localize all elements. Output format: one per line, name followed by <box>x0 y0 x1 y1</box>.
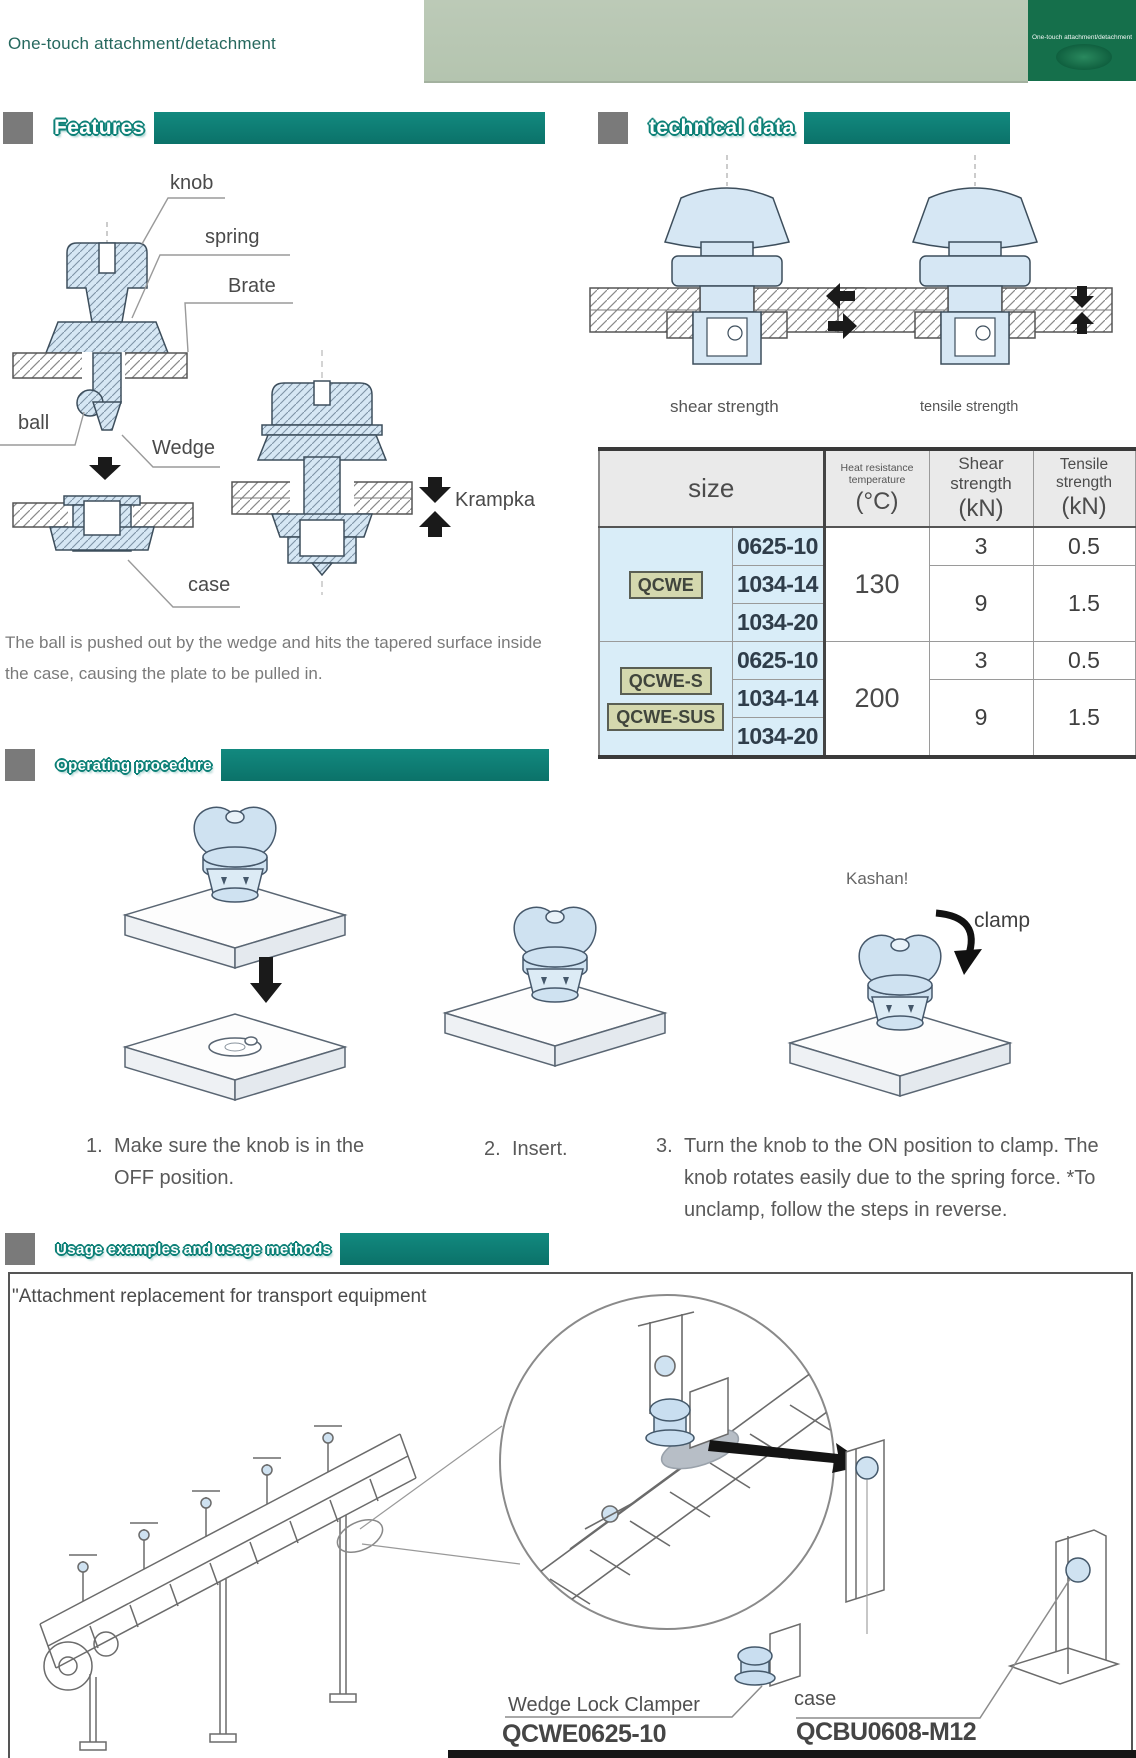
size-cell: 1034-20 <box>732 604 824 642</box>
label-knob: knob <box>170 172 214 194</box>
shear-cell: 3 <box>929 527 1033 566</box>
technical-section-title: technical data <box>640 112 804 144</box>
operating-section-banner <box>5 749 549 781</box>
table-row <box>599 642 1135 680</box>
size-cell: 1034-14 <box>732 680 824 718</box>
tensile-cell: 1.5 <box>1033 566 1135 642</box>
step2-drawing <box>445 907 665 1066</box>
header-badge-text: One-touch attachment/detachment <box>1031 34 1133 41</box>
labeled-clamper-drawing <box>735 1624 800 1686</box>
header-product-photo <box>1056 44 1112 70</box>
callout-line <box>360 1426 502 1529</box>
step-number: 3. <box>656 1135 673 1157</box>
down-arrow-icon <box>250 957 282 1003</box>
step-text: Make sure the knob is in the OFF position. <box>114 1135 365 1189</box>
col-header-shear <box>929 449 1033 527</box>
temp-header-label: Heat resistance temperature <box>840 461 914 486</box>
step1-caption <box>86 1130 396 1194</box>
label-case-code: QCBU0608-M12 <box>796 1718 977 1746</box>
label-clamp: clamp <box>974 909 1031 932</box>
tensile-cell: 0.5 <box>1033 642 1135 680</box>
step3-drawing <box>790 913 1010 1096</box>
technical-section-banner <box>598 112 1010 144</box>
label-kashan-sound: Kashan! <box>846 869 909 888</box>
shear-cell: 9 <box>929 680 1033 758</box>
table-row <box>599 527 1135 566</box>
tensile-header-unit: (kN) <box>1061 493 1107 520</box>
label-case: case <box>188 574 231 596</box>
label-wedge-lock-clamper: Wedge Lock Clamper <box>508 1694 700 1716</box>
col-header-temp <box>824 449 929 527</box>
label-clamper-code: QCWE0625-10 <box>502 1720 667 1748</box>
header-photo-badge <box>1028 0 1136 81</box>
banner-gray-square <box>598 112 628 144</box>
usage-example-drawing <box>10 1274 1132 1756</box>
features-cross-section-diagram <box>0 140 560 612</box>
operating-steps-diagram <box>100 785 1020 1105</box>
technical-data-table <box>598 447 1136 759</box>
shear-cell: 3 <box>929 642 1033 680</box>
series-cell <box>599 642 732 758</box>
banner-gray-square <box>5 749 35 781</box>
features-section-title: Features <box>45 112 154 144</box>
step-text: Insert. <box>512 1138 568 1160</box>
step1-drawing <box>125 807 345 1100</box>
temp-cell: 200 <box>824 642 929 758</box>
label-spring: spring <box>205 226 260 248</box>
up-arrow-icon <box>419 511 451 537</box>
shear-header-unit: (kN) <box>958 495 1004 522</box>
tensile-strength-caption: tensile strength <box>920 399 1019 415</box>
col-header-tensile <box>1033 449 1135 527</box>
col-header-size: size <box>599 449 824 527</box>
usage-caption: "Attachment replacement for transport equipment <box>12 1286 427 1307</box>
photo-bottom-strip <box>448 1750 1136 1758</box>
label-usage-case: case <box>794 1688 837 1710</box>
callout-line <box>362 1544 520 1564</box>
conveyor-posts <box>69 1426 342 1601</box>
operating-section-title: Operating procedure <box>47 749 221 781</box>
down-arrow-icon <box>89 457 121 480</box>
step-text: Turn the knob to the ON position to clamp. The knob rotates easily due to the spring force. *To unclamp, follow the steps in reverse. <box>684 1135 1099 1221</box>
banner-teal-bar <box>804 112 1010 144</box>
size-cell: 0625-10 <box>732 642 824 680</box>
shear-strength-caption: shear strength <box>670 397 779 416</box>
series-cell <box>599 527 732 642</box>
usage-section-banner <box>5 1233 549 1265</box>
header-banner <box>424 0 1028 83</box>
usage-section-title: Usage examples and usage methods <box>47 1233 340 1265</box>
down-arrow-icon <box>419 477 451 503</box>
series-badge: QCWE-SUS <box>607 703 724 731</box>
tensile-header-label: Tensile strength <box>1055 456 1112 491</box>
table-header-row <box>599 449 1135 527</box>
size-cell: 1034-20 <box>732 718 824 758</box>
step-number: 1. <box>86 1135 103 1157</box>
shear-cell: 9 <box>929 566 1033 642</box>
exploded-clamp-drawing <box>13 222 193 551</box>
conveyor-drawing <box>40 1426 416 1750</box>
rotate-arrowhead-icon <box>954 949 982 975</box>
step2-caption <box>484 1133 654 1165</box>
size-cell: 1034-14 <box>732 566 824 604</box>
label-plate: Brate <box>228 275 276 297</box>
label-wedge: Wedge <box>152 437 216 459</box>
shear-test-clamp-drawing <box>590 155 864 364</box>
series-badge: QCWE <box>629 571 703 599</box>
size-cell: 0625-10 <box>732 527 824 566</box>
right-bracket-drawing <box>1010 1530 1118 1684</box>
assembled-clamp-drawing <box>232 350 451 595</box>
banner-teal-bar <box>340 1233 549 1265</box>
technical-data-diagram <box>560 150 1136 395</box>
left-bracket-drawing <box>846 1440 884 1634</box>
page-title: One-touch attachment/detachment <box>8 34 276 53</box>
features-description: The ball is pushed out by the wedge and hits the tapered surface inside the case, causing the plate to be pulled in. <box>5 633 542 683</box>
banner-gray-square <box>5 1233 35 1265</box>
series-badge: QCWE-S <box>620 667 712 695</box>
step3-caption <box>656 1130 1136 1226</box>
tensile-cell: 1.5 <box>1033 680 1135 758</box>
temp-cell: 130 <box>824 527 929 642</box>
label-ball: ball <box>18 412 50 434</box>
tensile-cell: 0.5 <box>1033 527 1135 566</box>
label-clamp-krampka: Krampka <box>455 489 536 511</box>
shear-header-label: Shear strength <box>950 454 1012 493</box>
step-number: 2. <box>484 1138 501 1160</box>
banner-teal-bar <box>221 749 549 781</box>
tensile-test-clamp-drawing <box>838 155 1112 364</box>
temp-header-unit: (°C) <box>855 487 899 515</box>
